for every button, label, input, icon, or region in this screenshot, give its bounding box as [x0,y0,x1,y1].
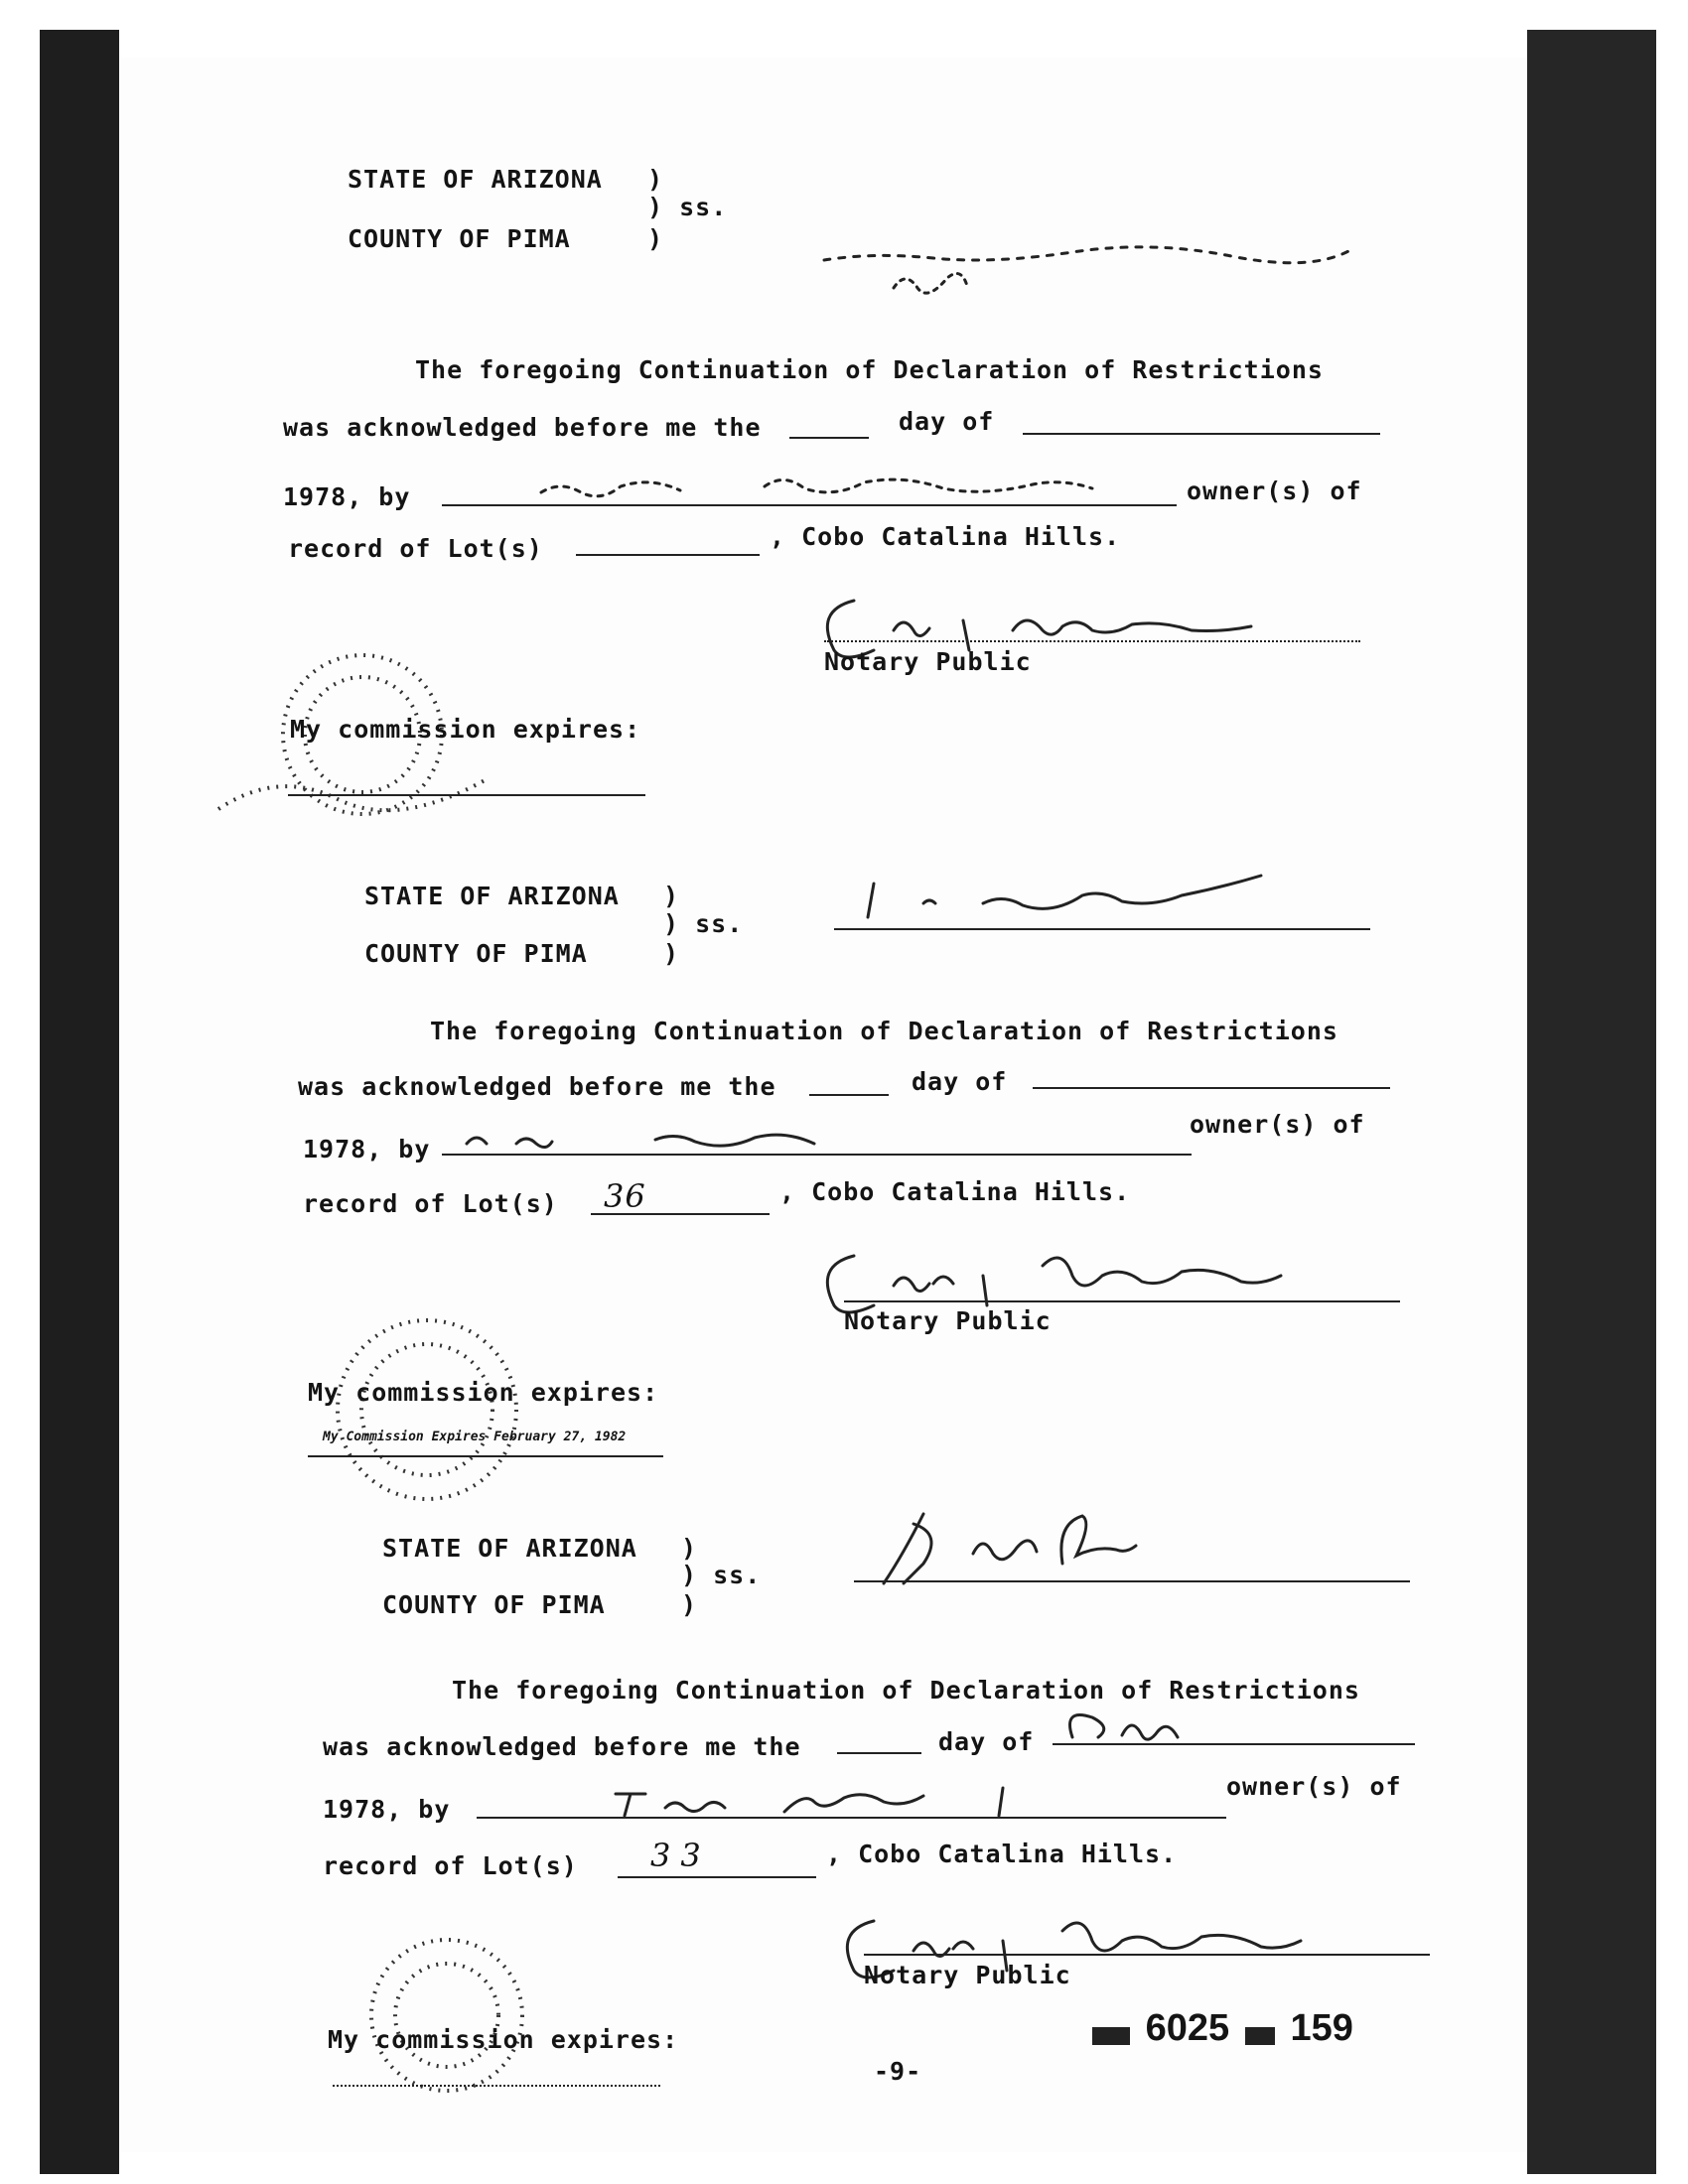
state-label: STATE OF ARIZONA [348,165,603,194]
recording-stamp-mark [1092,2027,1130,2045]
day-blank [809,1094,889,1096]
faint-signature [814,238,1370,318]
ack-text: was acknowledged before me the [323,1732,801,1761]
month-blank [1033,1087,1390,1089]
subdivision-label: , Cobo Catalina Hills. [770,522,1121,551]
venue-paren: ) [647,165,664,194]
ack-text: was acknowledged before me the [298,1072,776,1101]
state-label: STATE OF ARIZONA [364,882,620,910]
owner-label: owner(s) of [1190,1110,1365,1139]
year-by-label: 1978, by [303,1135,431,1163]
notary-seal [278,1296,576,1524]
ack-text: was acknowledged before me the [283,413,762,442]
notary-line [864,1954,1430,1956]
owner-signature-line [834,928,1370,930]
state-label: STATE OF ARIZONA [382,1534,637,1563]
notary-line [824,640,1360,642]
commission-label: My commission expires: [290,715,641,744]
commission-blank [333,2085,660,2087]
venue-paren: ) [663,939,680,968]
commission-stamp: My Commission Expires February 27, 1982 [323,1430,627,1444]
record-label: record of Lot(s) [288,534,543,563]
owner-handwriting [457,1122,933,1158]
lot-blank [576,554,760,556]
recording-reference [1092,2007,1353,2050]
record-page-number: 159 [1290,2007,1353,2049]
notary-label: Notary Public [824,647,1032,676]
recording-stamp-mark [1245,2027,1275,2045]
record-label: record of Lot(s) [303,1189,558,1218]
scan-edge-left [40,30,119,2174]
intro-text: The foregoing Continuation of Declaration of Restrictions [452,1676,1360,1705]
record-label: record of Lot(s) [323,1851,578,1880]
venue-paren: ) [681,1534,698,1563]
record-book-number: 6025 [1145,2007,1230,2049]
intro-text: The foregoing Continuation of Declaration of Restrictions [415,355,1324,384]
year-by-label: 1978, by [283,482,411,511]
subdivision-label: , Cobo Catalina Hills. [826,1840,1178,1868]
day-of-label: day of [912,1067,1008,1096]
owner-label: owner(s) of [1187,477,1362,505]
month-blank [1023,433,1380,435]
county-label: COUNTY OF PIMA [382,1590,606,1619]
notary-line [844,1300,1400,1302]
notary-label: Notary Public [864,1961,1071,1989]
month-handwriting [1053,1707,1251,1747]
ss-label: ) ss. [647,193,728,221]
venue-paren: ) [647,224,664,253]
page-number: -9- [874,2057,922,2086]
subdivision-label: , Cobo Catalina Hills. [779,1177,1131,1206]
day-of-label: day of [899,407,995,436]
lot-blank [618,1876,816,1878]
owner-handwriting [606,1782,1062,1822]
year-by-label: 1978, by [323,1795,451,1824]
ss-label: ) ss. [663,909,744,938]
day-blank [789,437,869,439]
commission-label: My commission expires: [308,1378,659,1407]
venue-paren: ) [663,882,680,910]
owner-signature-line [854,1580,1410,1582]
county-label: COUNTY OF PIMA [348,224,571,253]
day-blank [837,1752,921,1754]
scan-edge-right [1527,30,1656,2174]
intro-text: The foregoing Continuation of Declaration of Restrictions [430,1017,1338,1045]
county-label: COUNTY OF PIMA [364,939,588,968]
owner-signature [834,874,1410,933]
ss-label: ) ss. [681,1561,762,1589]
commission-blank [308,1455,663,1457]
commission-blank [288,794,645,796]
lot-value: 36 [604,1177,646,1215]
day-of-label: day of [938,1727,1035,1756]
owner-label: owner(s) of [1226,1772,1402,1801]
notary-label: Notary Public [844,1306,1052,1335]
commission-label: My commission expires: [328,2025,679,2054]
lot-value: 33 [650,1837,711,1874]
venue-paren: ) [681,1590,698,1619]
notary-seal [199,640,516,849]
owner-handwriting [536,467,1172,506]
